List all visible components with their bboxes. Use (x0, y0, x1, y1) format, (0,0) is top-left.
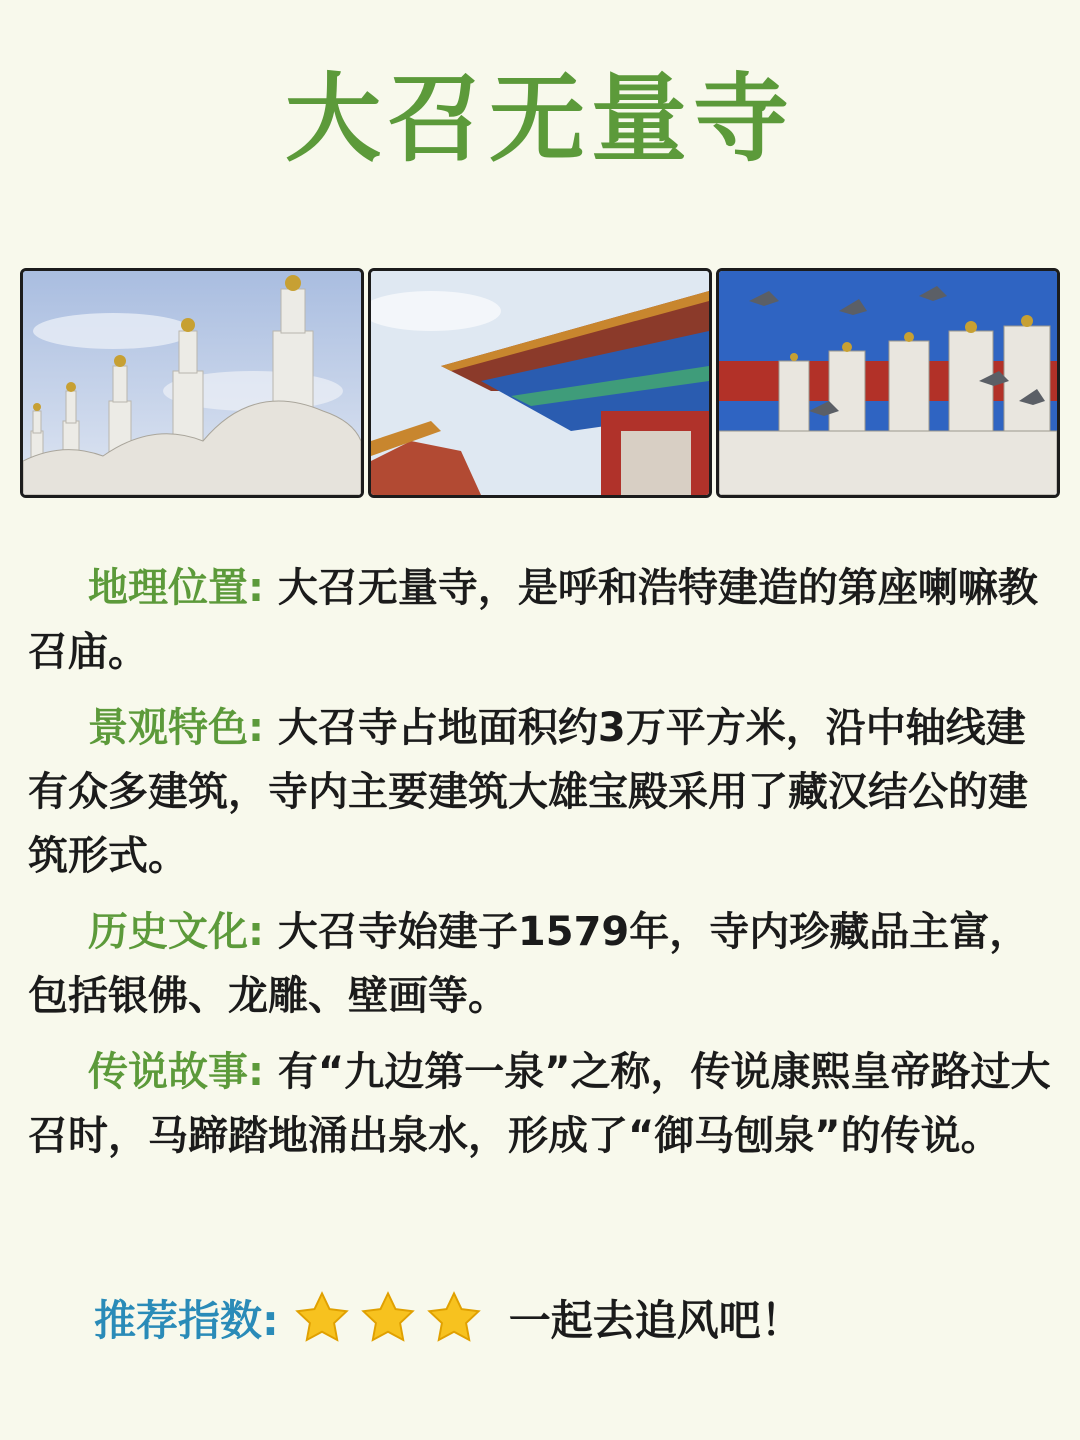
section-location (28, 556, 1058, 684)
rating-stars (293, 1289, 491, 1347)
section-legend (28, 1040, 1058, 1168)
section-history (28, 900, 1058, 1028)
star-icon (293, 1289, 351, 1347)
info-sections (28, 556, 1058, 1180)
section-label: 地理位置: (88, 565, 264, 611)
section-text: 大召寺占地面积约3万平方米，沿中轴线建有众多建筑，寺内主要建筑大雄宝殿采用了藏汉结公的建筑形式。 (28, 705, 1028, 879)
white-stupas-photo (20, 268, 364, 498)
recommendation-rating (94, 1286, 803, 1350)
section-label: 传说故事: (88, 1049, 264, 1095)
section-landscape (28, 696, 1058, 888)
rating-label: 推荐指数: (94, 1296, 279, 1345)
page-title: 大召无量寺 (285, 63, 795, 175)
section-text: 大召无量寺，是呼和浩特建造的第座喇嘛教召庙。 (28, 565, 1038, 675)
photo-strip (20, 268, 1060, 498)
section-label: 历史文化: (88, 909, 264, 955)
section-text: 有“九边第一泉”之称，传说康熙皇帝路过大召时，马蹄踏地涌出泉水，形成了“御马刨泉”的传说。 (28, 1049, 1051, 1159)
rating-text: 一起去追风吧！ (508, 1296, 803, 1345)
stupas-with-pigeons-photo (716, 268, 1060, 498)
temple-roof-eaves-photo (368, 268, 712, 498)
section-text: 大召寺始建子1579年，寺内珍藏品主富，包括银佛、龙雕、壁画等。 (28, 909, 1030, 1019)
section-label: 景观特色: (88, 705, 264, 751)
star-icon (359, 1289, 417, 1347)
star-icon (425, 1289, 483, 1347)
